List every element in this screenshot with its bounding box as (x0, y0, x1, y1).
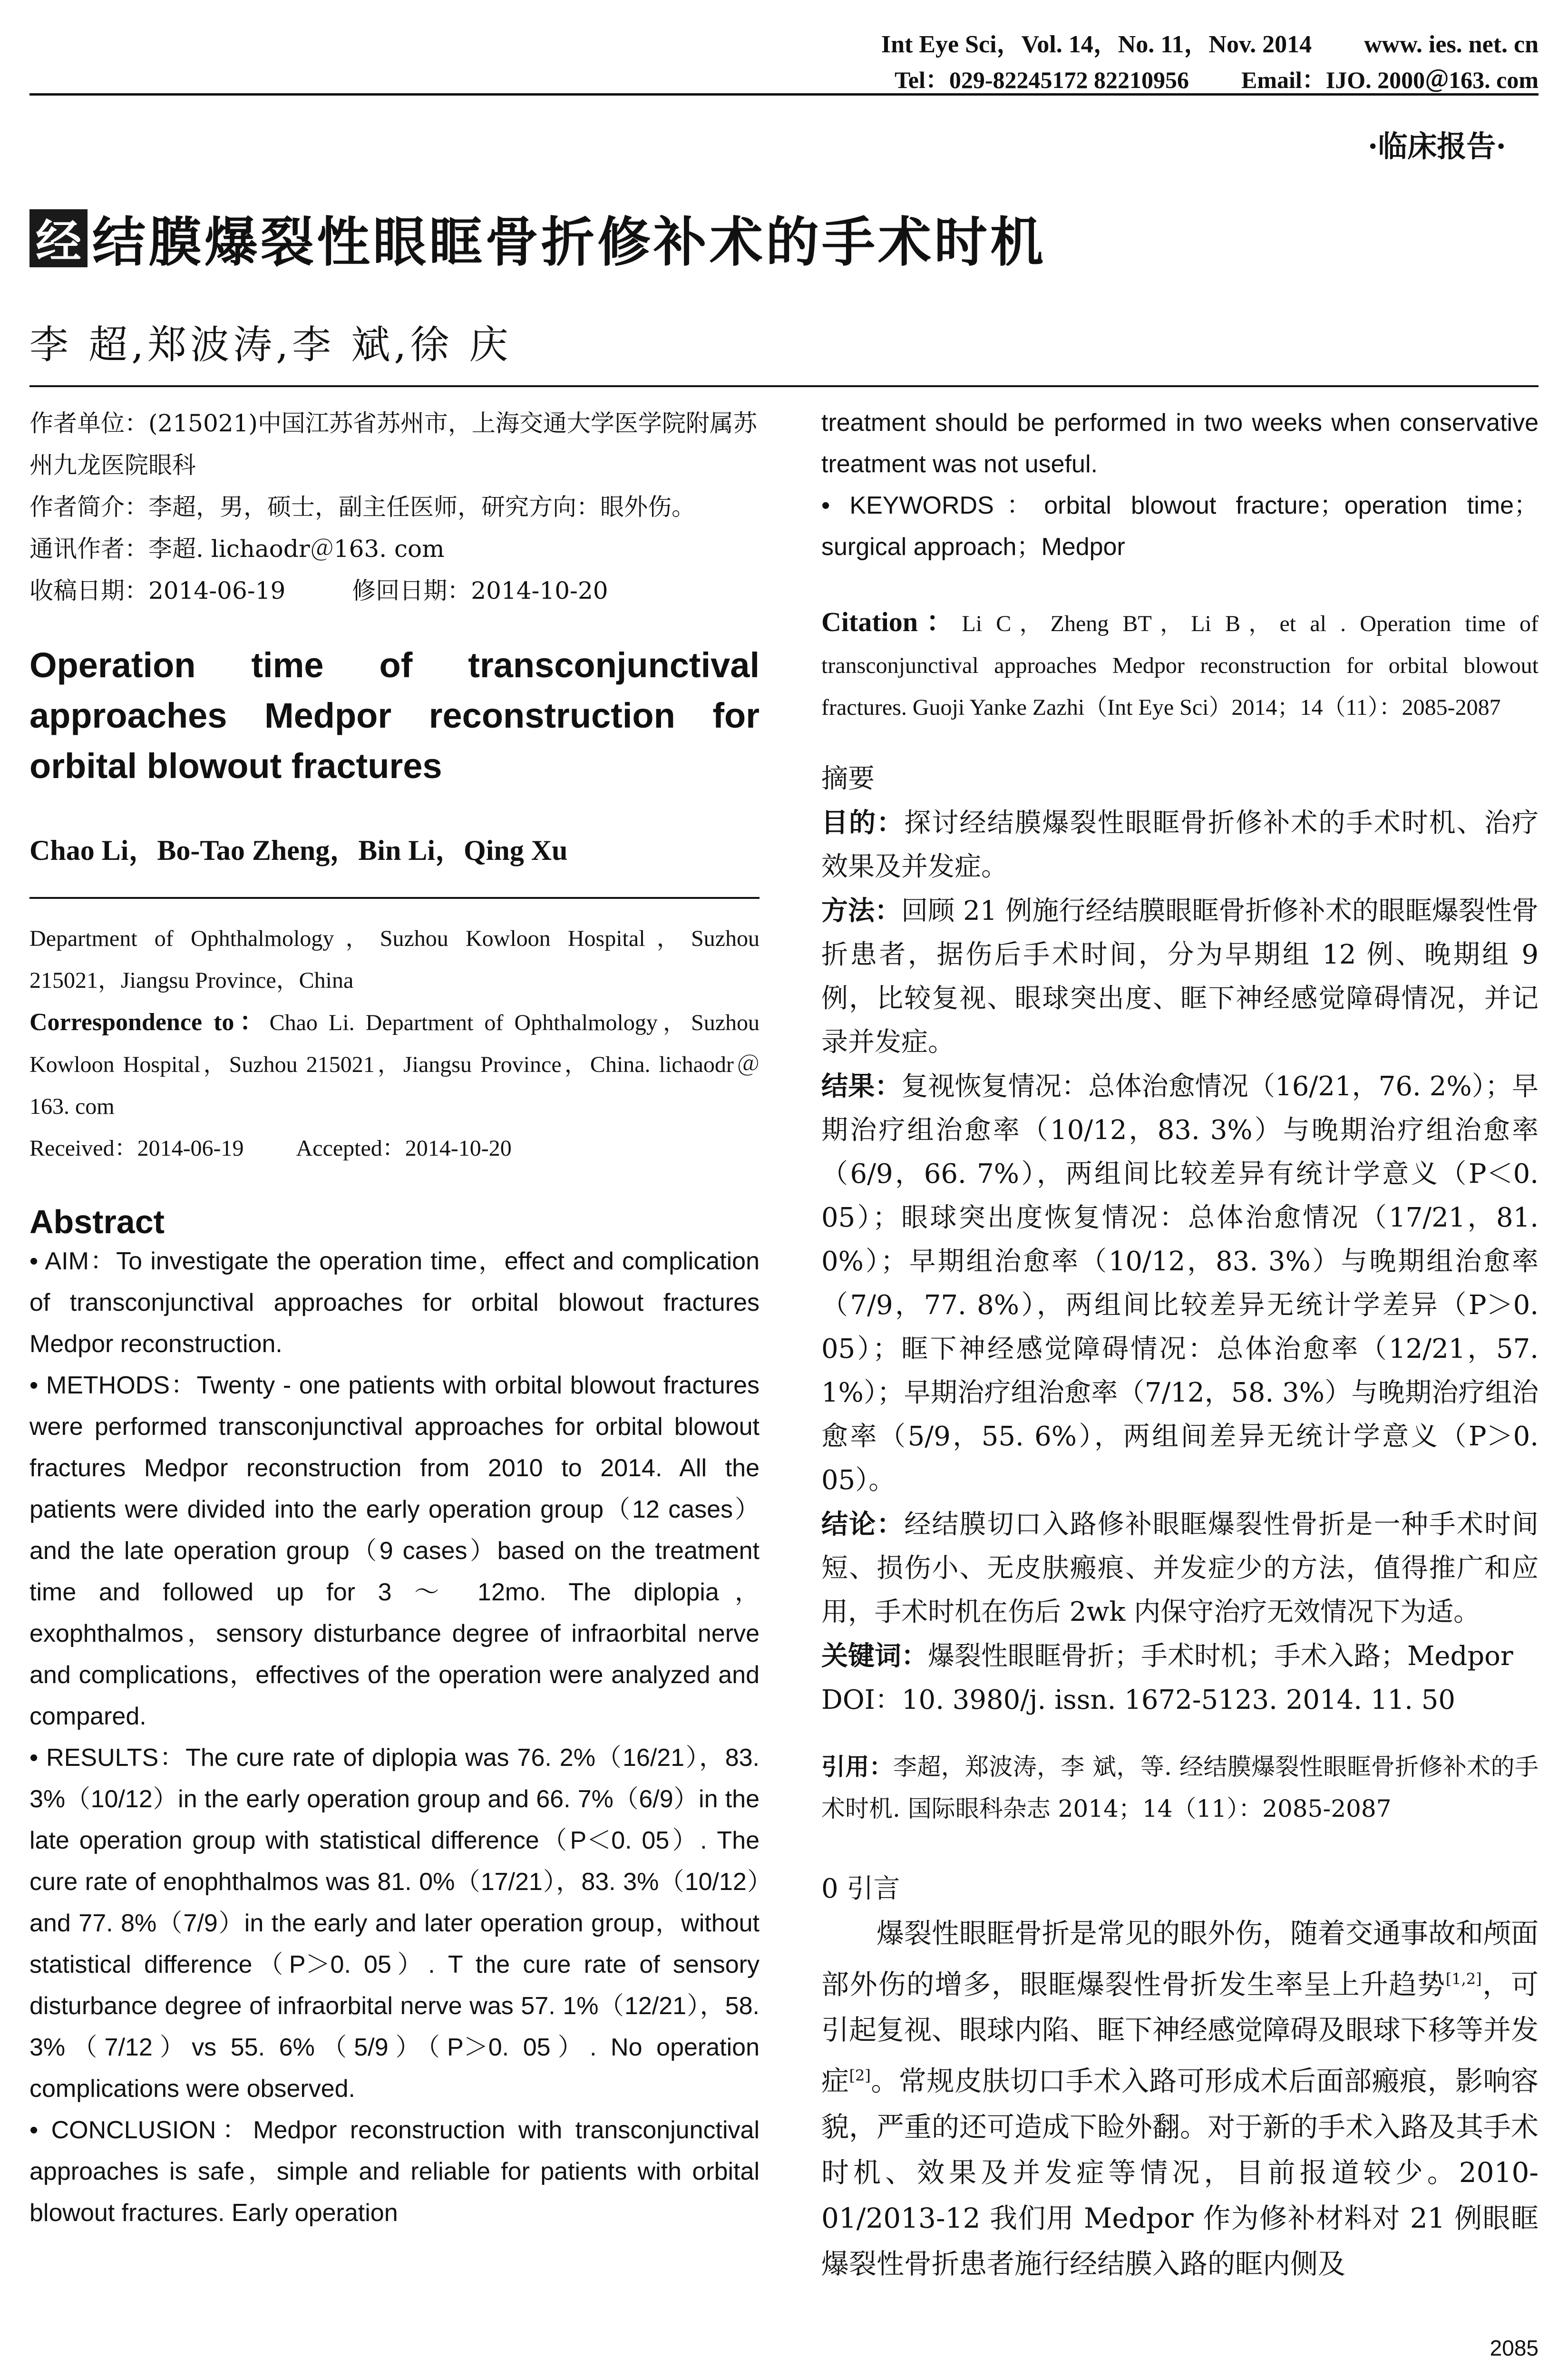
intro-text-3: 。常规皮肤切口手术入路可形成术后面部瘢痕，影响容貌，严重的还可造成下睑外翻。对于新的手术入路及其手术时机、效果及并发症等情况，目前报道较少。2010-01/2013-12 我们用 Medpor 作为修补材料对 21 例眼眶爆裂性骨折患者施行经结膜入路的眶内侧及 (821, 2065, 1539, 2280)
cn-aim-text: 探讨经结膜爆裂性眼眶骨折修补术的手术时机、治疗效果及并发症。 (821, 808, 1539, 882)
title-rule (29, 385, 1539, 387)
abstract-conclusion-continued: treatment should be performed in two weeks when conservative treatment was not useful. (821, 409, 1539, 478)
journal-header-line2 (895, 61, 1539, 95)
cn-keywords-text: 爆裂性眼眶骨折；手术时机；手术入路；Medpor (928, 1641, 1513, 1672)
cn-abstract-results (821, 1064, 1539, 1502)
journal-email: Email：IJO. 2000＠163. com (1241, 67, 1539, 93)
affiliation-en (29, 918, 760, 1169)
ref-2[interactable]: [2] (849, 2066, 871, 2085)
intro-heading: 0 引言 (821, 1873, 900, 1904)
page-number: 2085 (1490, 2336, 1539, 2360)
cn-results-text: 复视恢复情况：总体治愈情况（16/21，76. 2%）；早期治疗组治愈率（10/12，83. 3%）与晚期治疗组治愈率（6/9，66. 7%），两组间比较差异有统计学意义（P＜0. 05）；眼球突出度恢复情况：总体治愈情况（17/21，81. 0%）；早期组治愈率（10/12，83. 3%）与晚期组治愈率（7/9，77. 8%），两组间比较差异无统计学差异（P＞0. 05）；眶下神经感觉障碍情况：总体治愈率（12/21，57. 1%）；早期治疗组治愈率（7/12，58. 3%）与晚期治疗组治愈率（5/9，55. 6%），两组间差异无统计学意义（P＞0. 05）。 (821, 1071, 1539, 1496)
ref-1-2[interactable]: [1,2] (1445, 1970, 1482, 1988)
citation-text: Li C，Zheng BT，Li B，et al . Operation time of transconjunctival approaches Medpor reconstruction for orbital blowout fractures. Guoji Yanke Zazhi（Int Eye Sci）2014；14（11）：2085-2087 (821, 611, 1539, 720)
english-authors: Chao Li，Bo-Tao Zheng，Bin Li，Qing Xu (29, 835, 568, 866)
title-text: 结膜爆裂性眼眶骨折修补术的手术时机 (92, 212, 1046, 273)
abstract-heading: Abstract (29, 1203, 165, 1240)
author-info-cn (29, 402, 760, 612)
correspondence-en (29, 1002, 760, 1128)
author-correspondence: 通讯作者：李超. lichaodr＠163. com (29, 535, 445, 563)
right-column (821, 402, 1539, 2287)
revised-date-cn: 修回日期：2014-10-20 (352, 577, 608, 604)
accepted-date-en: Accepted：2014-10-20 (296, 1136, 512, 1161)
abstract-results: • RESULTS：The cure rate of diplopia was 76. 2%（16/21），83. 3%（10/12）in the early operation group and 66. 7%（6/9）in the late operation group with statistical difference（P＜0. 05）. The cure rate of enophthalmos was 81. 0%（17/21），83. 3%（10/12）and 77. 8%（7/9）in the early and later operation group，without statistical difference（P＞0. 05）. T the cure rate of sensory disturbance degree of infraorbital nerve was 57. 1%（12/21），58. 3%（7/12）vs 55. 6%（5/9）（P＞0. 05）. No operation complications were observed. (29, 1744, 760, 2103)
journal-header-line1 (881, 24, 1539, 59)
left-column (29, 402, 760, 2234)
journal-tel: Tel：029-82245172 82210956 (895, 67, 1189, 93)
author-bio: 作者简介：李超，男，硕士，副主任医师，研究方向：眼外伤。 (29, 493, 695, 521)
cn-abstract-methods (821, 889, 1539, 1064)
section-tag: ·临床报告· (1367, 129, 1506, 164)
received-date-cn: 收稿日期：2014-06-19 (29, 577, 286, 604)
journal-website: www. ies. net. cn (1364, 31, 1539, 58)
journal-citation: Int Eye Sci，Vol. 14，No. 11，Nov. 2014 (881, 31, 1312, 58)
cn-methods-label: 方法： (821, 895, 902, 926)
cn-keywords-label: 关键词： (821, 1640, 928, 1672)
cn-abstract-aim (821, 801, 1539, 889)
doi: DOI：10. 3980/j. issn. 1672-5123. 2014. 11. 50 (821, 1685, 1455, 1715)
abstract-keywords: • KEYWORDS：orbital blowout fracture；operation time；surgical approach；Medpor (821, 492, 1539, 561)
cn-results-label: 结果： (821, 1071, 902, 1102)
article-title (29, 200, 1046, 276)
abstract-conclusion: • CONCLUSION：Medpor reconstruction with transconjunctival approaches is safe，simple and reliable for patients with orbital blowout fractures. Early operation (29, 2116, 760, 2227)
department-text: Department of Ophthalmology，Suzhou Kowloon Hospital，Suzhou 215021，Jiangsu Province，China (29, 926, 760, 993)
citation-en (821, 601, 1539, 729)
authors-rule (29, 897, 760, 899)
cn-conclusion-label: 结论： (821, 1509, 905, 1540)
cn-methods-text: 回顾 21 例施行经结膜眼眶骨折修补术的眼眶爆裂性骨折患者，据伤后手术时间，分为早期组 12 例、晚期组 9 例，比较复视、眼球突出度、眶下神经感觉障碍情况，并记录并发症。 (821, 896, 1539, 1058)
authors-cn: 李 超,郑波涛,李 斌,徐 庆 (29, 322, 512, 368)
cn-abstract-heading: 摘要 (821, 763, 875, 794)
author-unit: 作者单位：(215021)中国江苏省苏州市，上海交通大学医学院附属苏州九龙医院眼科 (29, 409, 757, 479)
citation-cn-label: 引用： (821, 1753, 894, 1781)
cn-abstract-conclusion (821, 1502, 1539, 1634)
intro-paragraph (821, 1910, 1539, 2287)
intro-text-1: 爆裂性眼眶骨折是常见的眼外伤，随着交通事故和颅面部外伤的增多，眼眶爆裂性骨折发生率呈上升趋势 (821, 1917, 1539, 2001)
header-rule (29, 93, 1539, 96)
abstract-methods: • METHODS：Twenty - one patients with orbital blowout fractures were performed transconjunctival approaches for orbital blowout fractures Medpor reconstruction from 2010 to 2014. All the patients were divided into the early operation group（12 cases）and the late operation group（9 cases）based on the treatment time and followed up for 3 ～ 12mo. The diplopia，exophthalmos，sensory disturbance degree of infraorbital nerve and complications，effectives of the operation were analyzed and compared. (29, 1372, 760, 1730)
abstract-aim: • AIM：To investigate the operation time，effect and complication of transconjunctival approaches for orbital blowout fractures Medpor reconstruction. (29, 1247, 760, 1358)
correspondence-text: Chao Li. Department of Ophthalmology，Suzhou Kowloon Hospital，Suzhou 215021，Jiangsu Province，China. lichaodr＠163. com (29, 1010, 760, 1119)
cn-aim-label: 目的： (821, 807, 905, 838)
cn-abstract-keywords (821, 1634, 1539, 1678)
title-stamp-icon: 经 (29, 209, 88, 267)
dates-cn (29, 570, 760, 612)
dates-en (29, 1128, 760, 1169)
citation-cn-text: 李超，郑波涛，李 斌，等. 经结膜爆裂性眼眶骨折修补术的手术时机. 国际眼科杂志 2014；14（11）：2085-2087 (821, 1753, 1539, 1822)
citation-cn (821, 1746, 1539, 1830)
citation-label: Citation： (821, 606, 962, 637)
cn-conclusion-text: 经结膜切口入路修补眼眶爆裂性骨折是一种手术时间短、损伤小、无皮肤瘢痕、并发症少的方法，值得推广和应用，手术时机在伤后 2wk 内保守治疗无效情况下为适。 (821, 1509, 1539, 1627)
intro-text-2: ，可引起复视、眼球内陷、眶下神经感觉障碍及眼球下移等并发症 (821, 1968, 1539, 2097)
correspondence-label: Correspondence to： (29, 1009, 270, 1036)
received-date-en: Received：2014-06-19 (29, 1136, 244, 1161)
english-title: Operation time of transconjunctival approaches Medpor reconstruction for orbital blowout fractures (29, 645, 760, 786)
